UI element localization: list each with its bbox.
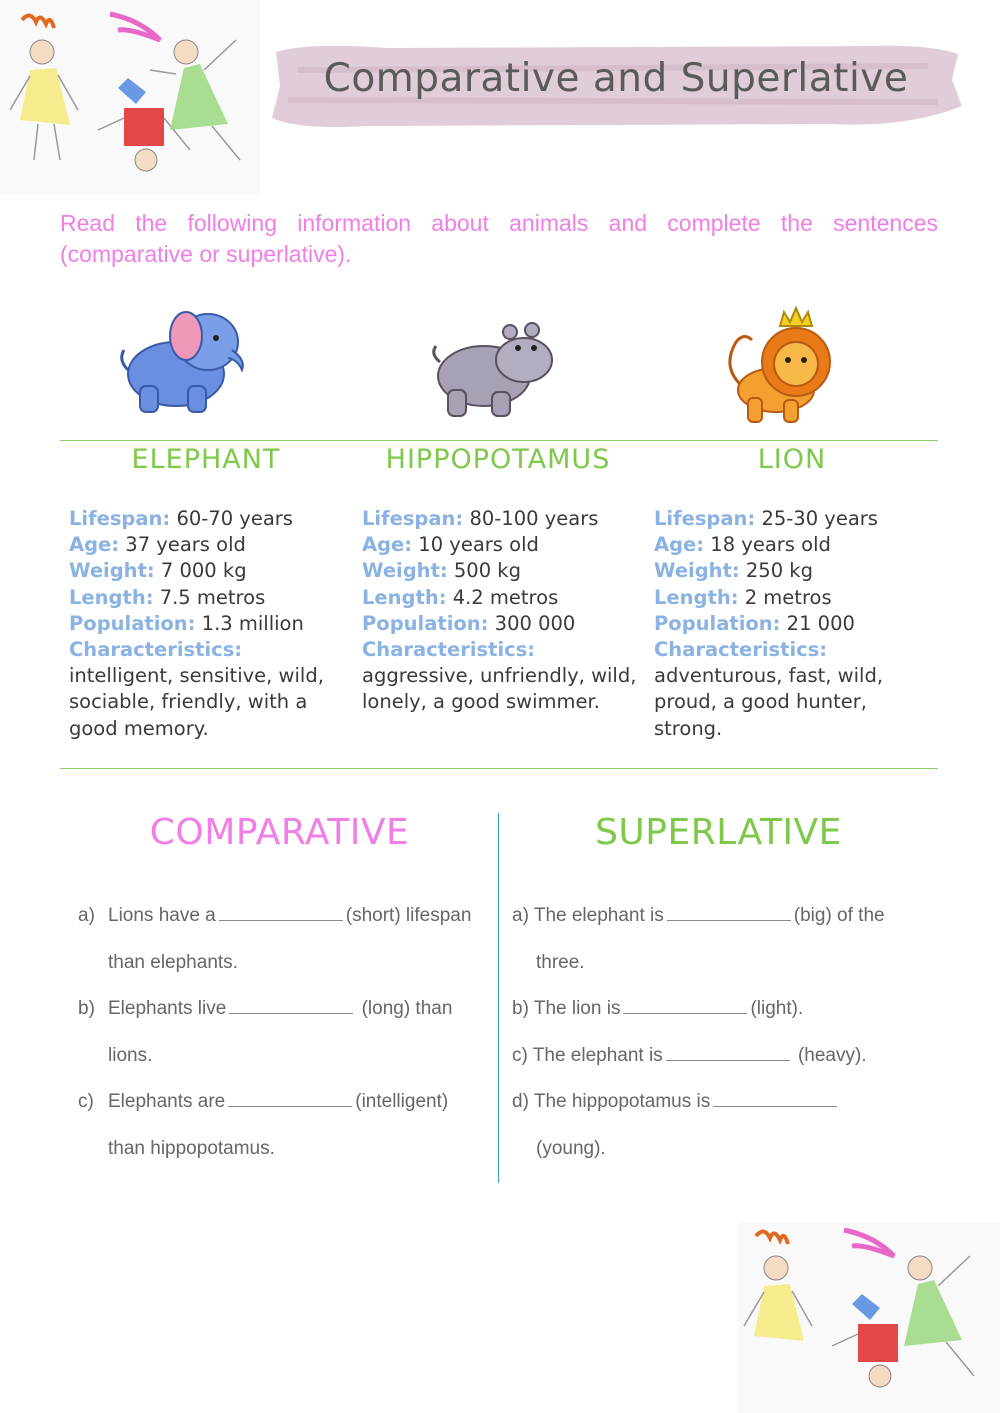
sentence-end: (long) than — [356, 998, 453, 1019]
answer-blank[interactable] — [229, 996, 353, 1014]
characteristics-line: sociable, friendly, with a — [69, 690, 308, 714]
sentence-start: Elephants are — [108, 1091, 226, 1112]
characteristics-line: proud, a good hunter, — [654, 690, 867, 714]
age-label: Age: — [362, 533, 413, 557]
animal-name-elephant: ELEPHANT — [131, 444, 281, 475]
elephant-icon — [112, 300, 252, 418]
population-label: Population: — [654, 611, 781, 635]
item-letter: c) — [512, 1044, 528, 1066]
population-value: 21 000 — [786, 611, 855, 635]
item-letter: d) — [512, 1091, 529, 1112]
sentence-end: (light). — [750, 998, 804, 1019]
characteristics-label: Characteristics: — [69, 638, 243, 662]
sentence-end: (heavy). — [792, 1044, 867, 1066]
weight-value: 7 000 kg — [160, 559, 247, 583]
population-label: Population: — [362, 611, 489, 635]
kids-illustration-bottom — [738, 1222, 1000, 1413]
characteristics-label: Characteristics: — [362, 638, 536, 662]
animal-name-lion: LION — [757, 444, 827, 475]
sentence-start: Lions have a — [108, 905, 216, 926]
age-label: Age: — [654, 533, 705, 557]
exercise-item — [512, 991, 912, 1038]
exercise-item — [78, 898, 494, 945]
sentence-start: The elephant is — [532, 1044, 663, 1066]
comparative-title: COMPARATIVE — [149, 812, 410, 853]
answer-blank[interactable] — [713, 1089, 837, 1107]
sentence-continuation: three. — [536, 951, 585, 973]
weight-label: Weight: — [69, 559, 155, 583]
superlative-title: SUPERLATIVE — [595, 812, 842, 853]
sentence-continuation: lions. — [108, 1044, 153, 1066]
sentence-end: (intelligent) — [355, 1091, 449, 1112]
comparative-exercises — [78, 898, 494, 1177]
length-label: Length: — [654, 585, 739, 609]
characteristics-line: good memory. — [69, 716, 209, 740]
facts-lion — [654, 506, 939, 742]
lifespan-value: 60-70 years — [176, 507, 293, 530]
sentence-continuation: than elephants. — [108, 951, 238, 973]
sentence-end: (big) of the — [793, 905, 885, 926]
lifespan-label: Lifespan: — [69, 507, 171, 530]
characteristics-label: Characteristics: — [654, 638, 828, 662]
page-title: Comparative and Superlative — [323, 56, 909, 101]
sentence-start: The elephant is — [533, 905, 664, 926]
sentence-continuation: than hippopotamus. — [108, 1137, 275, 1159]
answer-blank[interactable] — [666, 1043, 790, 1061]
characteristics-line: lonely, a good swimmer. — [362, 690, 600, 714]
sentence-end: (short) lifespan — [345, 905, 472, 926]
age-value: 37 years old — [125, 533, 246, 557]
hippo-icon — [428, 318, 558, 420]
population-value: 1.3 million — [201, 611, 304, 635]
weight-value: 500 kg — [453, 559, 521, 583]
lifespan-value: 80-100 years — [469, 507, 599, 530]
length-value: 4.2 metros — [452, 585, 559, 609]
exercise-item — [512, 1038, 912, 1085]
lifespan-value: 25-30 years — [761, 507, 878, 530]
population-label: Population: — [69, 611, 196, 635]
item-letter: c) — [78, 1091, 94, 1112]
weight-label: Weight: — [362, 559, 448, 583]
sentence-start: The lion is — [533, 998, 621, 1019]
item-letter: a) — [78, 905, 95, 926]
characteristics-line: intelligent, sensitive, wild, — [69, 664, 324, 688]
item-letter: b) — [78, 998, 95, 1019]
answer-blank[interactable] — [228, 1089, 352, 1107]
population-value: 300 000 — [494, 611, 576, 635]
characteristics-line: strong. — [654, 716, 723, 740]
answer-blank[interactable] — [667, 903, 791, 921]
length-value: 2 metros — [744, 585, 832, 609]
characteristics-line: adventurous, fast, wild, — [654, 664, 884, 688]
weight-value: 250 kg — [745, 559, 813, 583]
sentence-start: The hippopotamus is — [533, 1091, 711, 1112]
exercise-item — [512, 898, 912, 945]
exercise-item — [78, 991, 494, 1038]
exercise-item — [78, 1084, 494, 1131]
item-letter: a) — [512, 905, 529, 926]
column-divider — [498, 813, 499, 1183]
lion-icon — [722, 306, 848, 428]
divider-middle — [60, 768, 938, 769]
facts-hippopotamus — [362, 506, 647, 716]
length-value: 7.5 metros — [159, 585, 266, 609]
age-label: Age: — [69, 533, 120, 557]
exercise-item — [512, 1084, 912, 1131]
animal-name-hippopotamus: HIPPOPOTAMUS — [385, 444, 611, 475]
item-letter: b) — [512, 998, 529, 1019]
lifespan-label: Lifespan: — [362, 507, 464, 530]
length-label: Length: — [362, 585, 447, 609]
characteristics-line: aggressive, unfriendly, wild, — [362, 664, 637, 688]
sentence-start: Elephants live — [108, 998, 227, 1019]
answer-blank[interactable] — [623, 996, 747, 1014]
divider-top — [60, 440, 938, 441]
facts-elephant — [69, 506, 354, 742]
sentence-continuation: (young). — [536, 1137, 606, 1159]
kids-illustration-top — [0, 0, 260, 195]
lifespan-label: Lifespan: — [654, 507, 756, 530]
age-value: 10 years old — [418, 533, 539, 557]
weight-label: Weight: — [654, 559, 740, 583]
length-label: Length: — [69, 585, 154, 609]
answer-blank[interactable] — [219, 903, 343, 921]
superlative-exercises — [512, 898, 912, 1177]
age-value: 18 years old — [710, 533, 831, 557]
instructions: Read the following information about animals and complete the sentences (comparative or superlative). — [60, 210, 938, 267]
